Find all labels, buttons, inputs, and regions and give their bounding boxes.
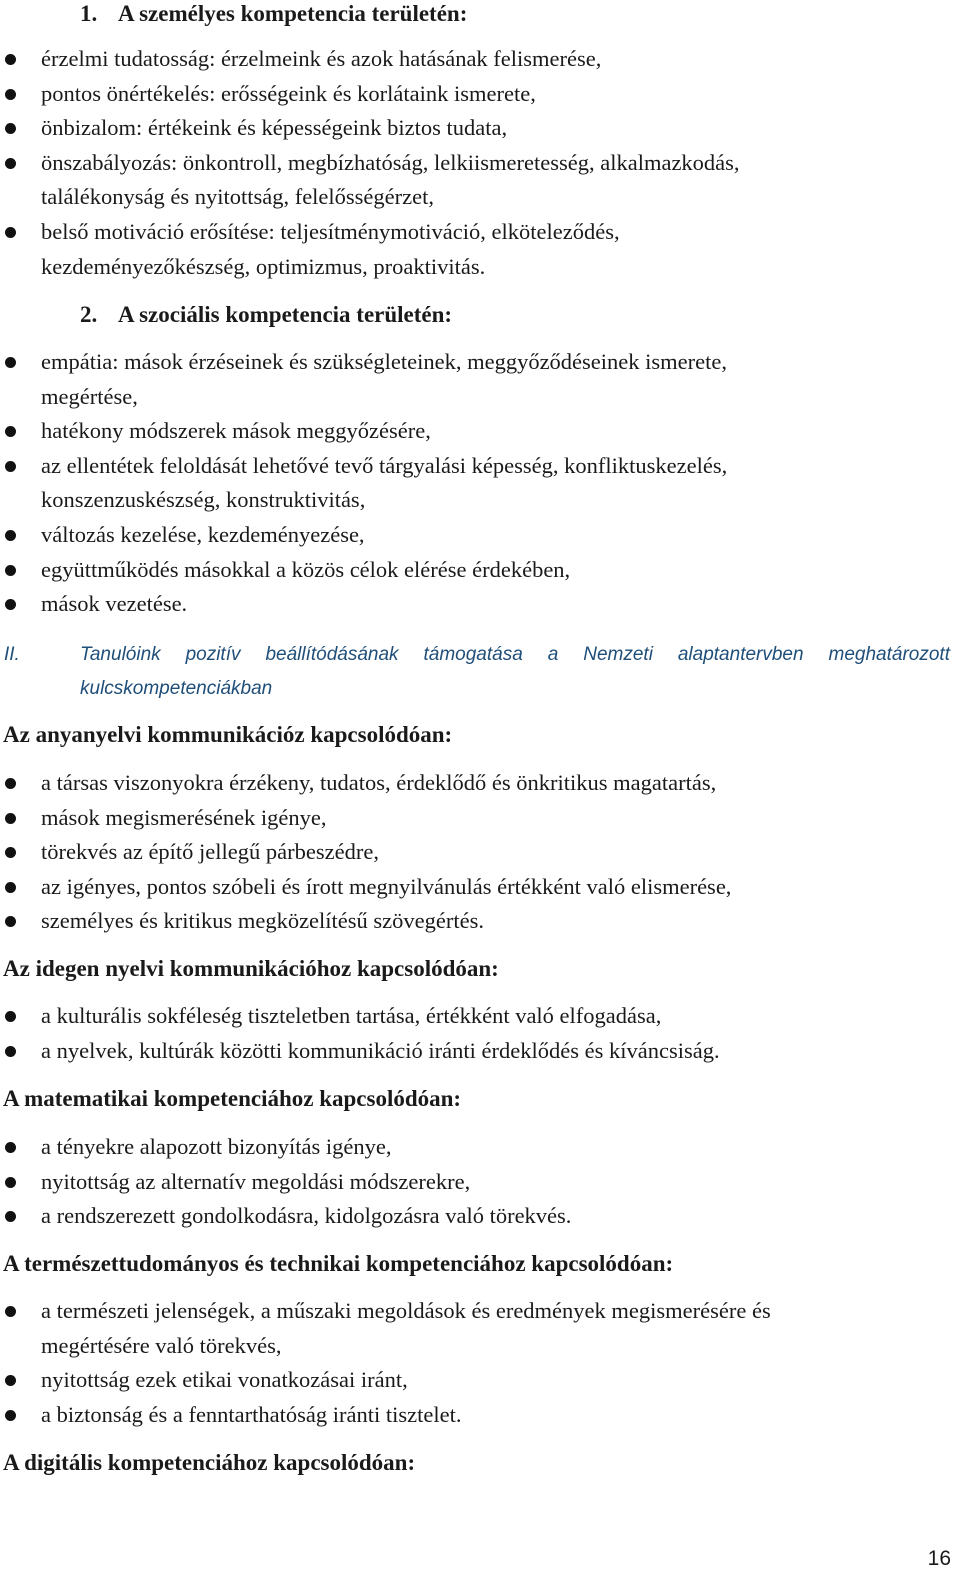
list-item	[0, 766, 955, 801]
list-item-text: konszenzuskészség, konstruktivitás,	[41, 487, 366, 513]
list-item	[0, 1130, 955, 1165]
list-item-text: személyes és kritikus megközelítésű szövegértés.	[41, 908, 484, 934]
bullet-icon	[5, 813, 16, 824]
list-item-text: mások megismerésének igénye,	[41, 804, 327, 830]
bullet-icon	[5, 778, 16, 789]
list-item	[0, 835, 955, 870]
list-item	[0, 587, 955, 622]
list-item-text: mások vezetése.	[41, 591, 188, 617]
list-item	[0, 1398, 955, 1433]
bullet-icon	[5, 426, 16, 437]
list-item	[0, 1199, 955, 1234]
list-item-text: a tényekre alapozott bizonyítás igénye,	[41, 1134, 392, 1159]
section-1-title: A személyes kompetencia területén:	[118, 1, 468, 26]
anyanyelvi-heading: Az anyanyelvi kommunikációz kapcsolódóan:	[3, 722, 453, 747]
bullet-icon	[5, 123, 16, 134]
list-item-text: változás kezelése, kezdeményezése,	[41, 521, 365, 547]
termeszettudomanyos-list	[0, 1294, 955, 1432]
termeszettudomanyos-heading: A természettudományos és technikai kompetenciához kapcsolódóan:	[3, 1251, 674, 1276]
section-2-title: A szociális kompetencia területén:	[118, 302, 453, 327]
title-word: meghatározott	[828, 644, 950, 665]
list-item-text: az igényes, pontos szóbeli és írott megnyilvánulás értékként való elismerése,	[41, 873, 732, 899]
list-item	[0, 904, 955, 939]
list-item-text: érzelmi tudatosság: érzelmeink és azok hatásának felismerése,	[41, 46, 602, 71]
list-item	[0, 1363, 955, 1398]
title-word: Tanulóink	[80, 644, 161, 665]
title-word: a	[547, 644, 559, 665]
list-item	[0, 345, 955, 414]
bullet-icon	[5, 357, 16, 368]
list-item-text: hatékony módszerek mások meggyőzésére,	[41, 418, 431, 444]
list-item	[0, 1294, 955, 1363]
section-2-number: 2.	[80, 302, 98, 327]
list-item-text: törekvés az építő jellegű párbeszédre,	[41, 839, 379, 865]
list-item	[0, 1165, 955, 1200]
list-item-text: önszabályozás: önkontroll, megbízhatóság, lelkiismeretesség, alkalmazkodás,	[41, 149, 740, 175]
list-item	[0, 42, 955, 77]
bullet-icon	[5, 1046, 16, 1057]
anyanyelvi-list	[0, 766, 955, 939]
list-item	[0, 999, 955, 1034]
list-item-text: a kulturális sokféleség tiszteletben tartása, értékként való elfogadása,	[41, 1003, 662, 1028]
bullet-icon	[5, 530, 16, 541]
list-item	[0, 870, 955, 905]
list-item-text: találékonyság és nyitottság, felelősségérzet,	[41, 184, 434, 210]
list-item	[0, 449, 955, 518]
list-item-text: empátia: mások érzéseinek és szükségleteinek, meggyőződéseinek ismerete,	[41, 349, 727, 374]
bullet-icon	[5, 1306, 16, 1317]
list-item-text: megértése,	[41, 383, 138, 409]
title-word: pozitív	[185, 644, 241, 665]
bullet-icon	[5, 1142, 16, 1153]
bullet-icon	[5, 1375, 16, 1386]
list-item	[0, 215, 955, 284]
matematikai-heading: A matematikai kompetenciához kapcsolódóan:	[3, 1086, 462, 1111]
digitalis-heading: A digitális kompetenciához kapcsolódóan:	[3, 1450, 416, 1475]
section-2-heading	[80, 301, 452, 329]
list-item	[0, 77, 955, 112]
bullet-icon	[5, 54, 16, 65]
bullet-icon	[5, 1211, 16, 1222]
section-1-number: 1.	[80, 1, 98, 26]
bullet-icon	[5, 1011, 16, 1022]
page-number: 16	[927, 1547, 951, 1570]
bullet-icon	[5, 916, 16, 927]
title-word: támogatása	[423, 644, 523, 665]
list-item	[0, 553, 955, 588]
list-item-text: nyitottság az alternatív megoldási módszerekre,	[41, 1168, 471, 1194]
list-item	[0, 111, 955, 146]
section-1-list	[0, 42, 955, 284]
list-item	[0, 1034, 955, 1069]
roman-section-number: II.	[4, 644, 20, 665]
matematikai-list	[0, 1130, 955, 1234]
bullet-icon	[5, 565, 16, 576]
bullet-icon	[5, 882, 16, 893]
list-item	[0, 146, 955, 215]
list-item-text: nyitottság ezek etikai vonatkozásai iránt,	[41, 1367, 408, 1393]
list-item-text: a rendszerezett gondolkodásra, kidolgozásra való törekvés.	[41, 1203, 572, 1229]
bullet-icon	[5, 89, 16, 100]
list-item-text: megértésére való törekvés,	[41, 1332, 282, 1358]
title-word: Nemzeti	[583, 644, 653, 665]
list-item-text: kezdeményezőkészség, optimizmus, proaktivitás.	[41, 253, 486, 279]
bullet-icon	[5, 599, 16, 610]
idegen-nyelvi-heading: Az idegen nyelvi kommunikációhoz kapcsolódóan:	[3, 956, 499, 981]
list-item-text: önbizalom: értékeink és képességeink biztos tudata,	[41, 115, 508, 141]
list-item-text: a társas viszonyokra érzékeny, tudatos, érdeklődő és önkritikus magatartás,	[41, 770, 717, 795]
list-item	[0, 414, 955, 449]
bullet-icon	[5, 461, 16, 472]
bullet-icon	[5, 227, 16, 238]
title-word: beállítódásának	[265, 644, 399, 665]
list-item	[0, 518, 955, 553]
roman-section-title-line-2: kulcskompetenciákban	[80, 678, 273, 699]
section-2-list	[0, 345, 955, 622]
bullet-icon	[5, 1177, 16, 1188]
list-item-text: a nyelvek, kultúrák közötti kommunikáció iránti érdeklődés és kíváncsiság.	[41, 1037, 720, 1063]
list-item-text: pontos önértékelés: erősségeink és korlátaink ismerete,	[41, 80, 536, 106]
list-item-text: belső motiváció erősítése: teljesítménymotiváció, elköteleződés,	[41, 218, 620, 244]
bullet-icon	[5, 1410, 16, 1421]
section-1-heading	[80, 0, 467, 28]
bullet-icon	[5, 847, 16, 858]
idegen-nyelvi-list	[0, 999, 955, 1068]
list-item-text: az ellentétek feloldását lehetővé tevő tárgyalási képesség, konfliktuskezelés,	[41, 452, 728, 478]
title-word: alaptantervben	[677, 644, 804, 665]
list-item-text: a természeti jelenségek, a műszaki megoldások és eredmények megismerésére és	[41, 1298, 771, 1323]
list-item-text: a biztonság és a fenntarthatóság iránti tisztelet.	[41, 1401, 462, 1427]
bullet-icon	[5, 158, 16, 169]
roman-section-title-line-1	[80, 638, 950, 672]
list-item	[0, 801, 955, 836]
list-item-text: együttműködés másokkal a közös célok elérése érdekében,	[41, 556, 571, 582]
